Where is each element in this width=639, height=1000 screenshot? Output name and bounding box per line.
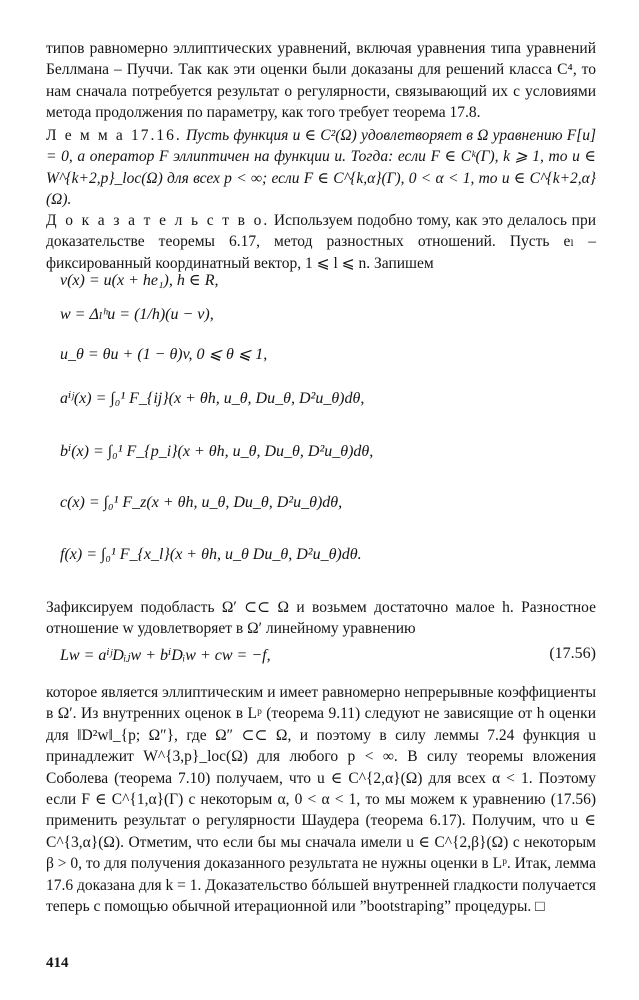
conclusion-paragraph: которое является эллиптическим и имеет равномерно непрерывные коэффициенты в Ω′. Из внутренних оценок в Lᵖ (теорема 9.11) следуют не зависящие от h оценки для ‖D²w‖_{p; Ω″}, где Ω″ ⊂⊂ Ω, и поэтому в силу леммы 7.24 функция u принадлежит W^{3,p}_loc(Ω) для любого p < ∞. В силу теоремы вложения Соболева (теорема 7.10) получаем, что u ∈ C^{2,α}(Ω) для всех α < 1. Поэтому если F ∈ C^{1,α}(Γ) с некоторым α, 0 < α < 1, то мы можем к уравнению (17.56) применить результат о регулярности Шаудера (теорема 6.17). Получим, что u ∈ C^{3,α}(Ω). Отметим, что если бы мы сначала имели u ∈ C^{2,β}(Ω) с некоторым β > 0, то для получения доказанного результата не нужны оценки в Lᵖ. Итак, лемма 17.6 доказана для k = 1. Доказательство бóльшей внутренней гладкости получается теперь с помощью обычной итерационной или ”bootstraping” процедуры. □ <box>46 684 596 916</box>
formula-c: c(x) = ∫₀¹ F_z(x + θh, u_θ, Du_θ, D²u_θ)dθ, <box>60 494 343 511</box>
lemma-paragraph <box>46 125 596 211</box>
formula-b-i: bⁱ(x) = ∫₀¹ F_{p_i}(x + θh, u_θ, Du_θ, D²u_θ)dθ, <box>60 443 374 460</box>
page-number: 414 <box>46 955 69 971</box>
equation-text: Lw = aⁱʲDᵢⱼw + bⁱDᵢw + cw = −f, <box>60 647 271 664</box>
lemma-statement: Пусть функция u ∈ C²(Ω) удовлетворяет в Ω уравнению F[u] = 0, а оператор F эллиптичен на функции u. Тогда: если F ∈ Cᵏ(Γ), k ⩾ 1, то u ∈ W^{k+2,p}_loc(Ω) для всех p < ∞; если F ∈ C^{k,α}(Γ), 0 < α < 1, то u ∈ C^{k+2,α}(Ω). <box>46 127 596 209</box>
formula-w: w = Δₗʰu = (1/h)(u − v), <box>60 306 214 323</box>
proof-paragraph <box>46 210 596 274</box>
equation-number: (17.56) <box>549 645 596 662</box>
formula-v: v(x) = u(x + he₁), h ∈ R, <box>60 272 219 289</box>
formula-f: f(x) = ∫₀¹ F_{x_l}(x + θh, u_θ Du_θ, D²u_θ)dθ. <box>60 546 362 563</box>
lemma-label: Л е м м а 17.16. <box>46 127 182 144</box>
fix-paragraph: Зафиксируем подобласть Ω′ ⊂⊂ Ω и возьмем достаточно малое h. Разностное отношение w удовлетворяет в Ω′ линейному уравнению <box>46 599 596 638</box>
equation-17-56 <box>60 645 596 665</box>
proof-text: Используем подобно тому, как это делалось при доказательстве теоремы 6.17, метод разностных отношений. Пусть eₗ – фиксированный координатный вектор, 1 ⩽ l ⩽ n. Запишем <box>46 212 596 272</box>
formula-a-ij: aⁱʲ(x) = ∫₀¹ F_{ij}(x + θh, u_θ, Du_θ, D²u_θ)dθ, <box>60 390 365 407</box>
formula-u-theta: u_θ = θu + (1 − θ)v, 0 ⩽ θ ⩽ 1, <box>60 346 268 363</box>
intro-paragraph: типов равномерно эллиптических уравнений, включая уравнения типа уравнений Беллмана – Пуччи. Так как эти оценки были доказаны для решений класса C⁴, то нам сначала потребуется результат о регулярности, связывающий их с условиями метода продолжения по параметру, как того требует теорема 17.8. <box>46 40 596 122</box>
proof-label: Д о к а з а т е л ь с т в о. <box>46 212 270 229</box>
